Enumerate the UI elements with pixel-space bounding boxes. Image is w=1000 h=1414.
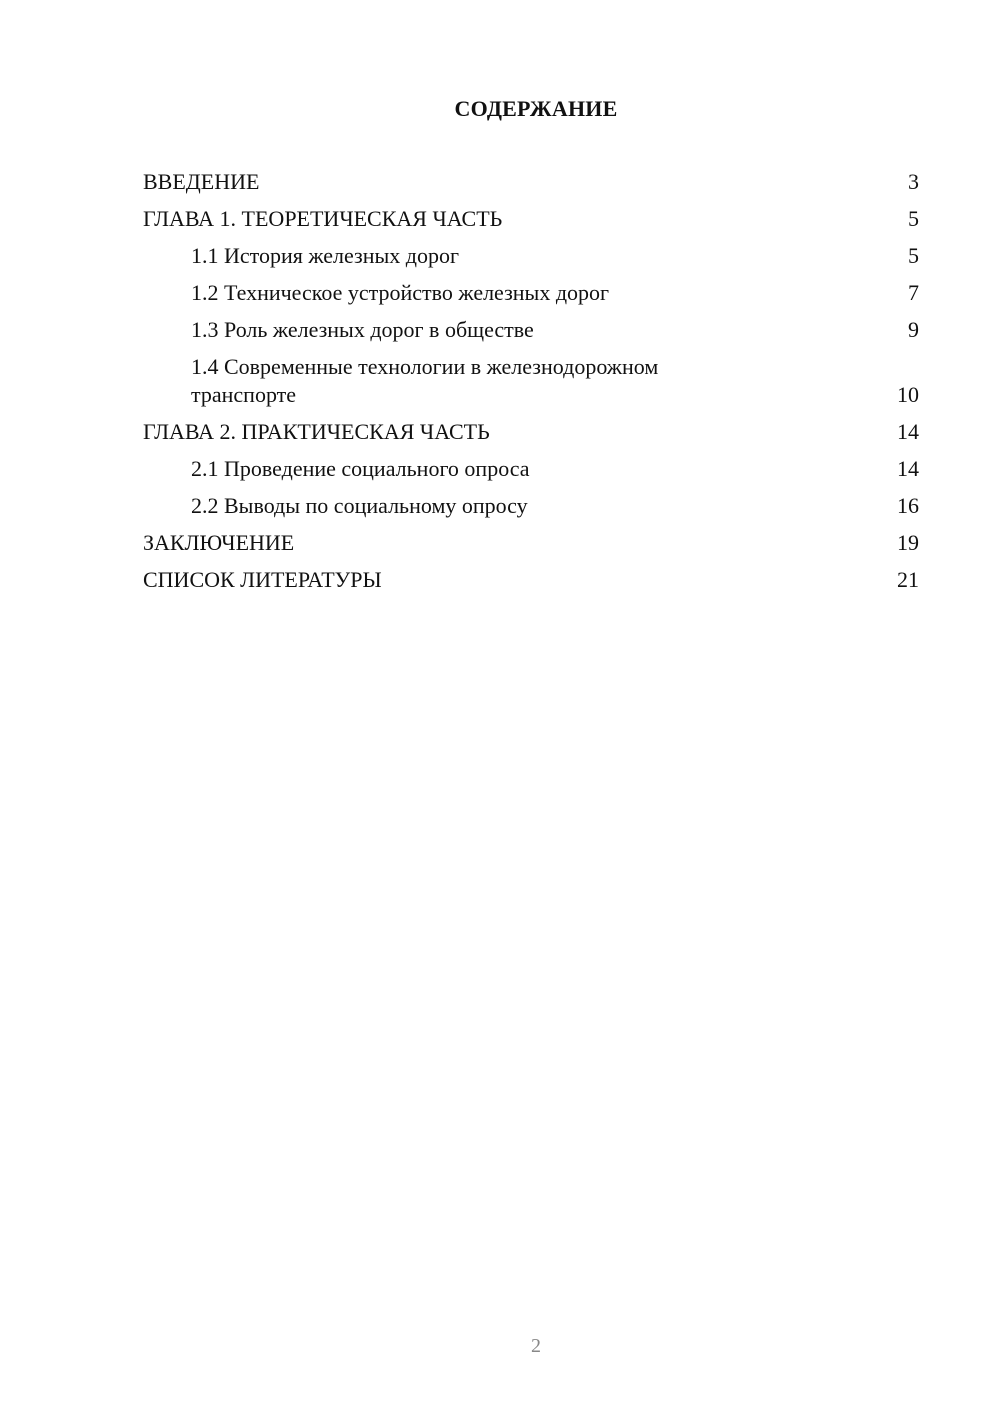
toc-entry-label: 2.1 Проведение социального опроса [191, 456, 530, 481]
toc-entry-conclusion[interactable] [143, 529, 919, 557]
toc-entry-page: 5 [908, 206, 919, 231]
page-number: 2 [531, 1335, 541, 1357]
toc-entry-bibliography[interactable] [143, 566, 919, 594]
toc-entry-page: 16 [897, 493, 919, 518]
toc-entry-section-2-2[interactable] [143, 492, 919, 520]
toc-title: СОДЕРЖАНИЕ [454, 96, 618, 121]
toc-entry-page: 9 [908, 317, 919, 342]
toc-entry-label: 1.1 История железных дорог [191, 243, 460, 268]
toc-entry-chapter-2[interactable] [143, 418, 919, 446]
toc-entry-section-1-4[interactable] [143, 353, 919, 409]
toc-entry-label: ГЛАВА 2. ПРАКТИЧЕСКАЯ ЧАСТЬ [143, 419, 490, 444]
toc-entry-section-1-2[interactable] [143, 279, 919, 307]
toc-entry-label: 1.4 Современные технологии в железнодорожном транспорте [191, 354, 659, 407]
toc-entry-section-1-1[interactable] [143, 242, 919, 270]
toc-entry-label: ЗАКЛЮЧЕНИЕ [143, 530, 295, 555]
toc-entry-page: 10 [897, 382, 919, 407]
toc-entry-introduction[interactable] [143, 168, 919, 196]
toc-entry-chapter-1[interactable] [143, 205, 919, 233]
toc-entry-label: ГЛАВА 1. ТЕОРЕТИЧЕСКАЯ ЧАСТЬ [143, 206, 503, 231]
toc-entry-page: 3 [908, 169, 919, 194]
toc-entry-label: 2.2 Выводы по социальному опросу [191, 493, 528, 518]
table-of-contents [143, 168, 919, 603]
toc-entry-page: 21 [897, 567, 919, 592]
toc-entry-page: 5 [908, 243, 919, 268]
toc-entry-label: 1.3 Роль железных дорог в обществе [191, 317, 534, 342]
toc-entry-section-1-3[interactable] [143, 316, 919, 344]
toc-entry-page: 14 [897, 419, 919, 444]
toc-entry-page: 14 [897, 456, 919, 481]
toc-entry-page: 19 [897, 530, 919, 555]
toc-entry-section-2-1[interactable] [143, 455, 919, 483]
toc-entry-page: 7 [908, 280, 919, 305]
toc-entry-label: ВВЕДЕНИЕ [143, 169, 260, 194]
toc-entry-label: СПИСОК ЛИТЕРАТУРЫ [143, 567, 382, 592]
toc-entry-label: 1.2 Техническое устройство железных дорог [191, 280, 610, 305]
